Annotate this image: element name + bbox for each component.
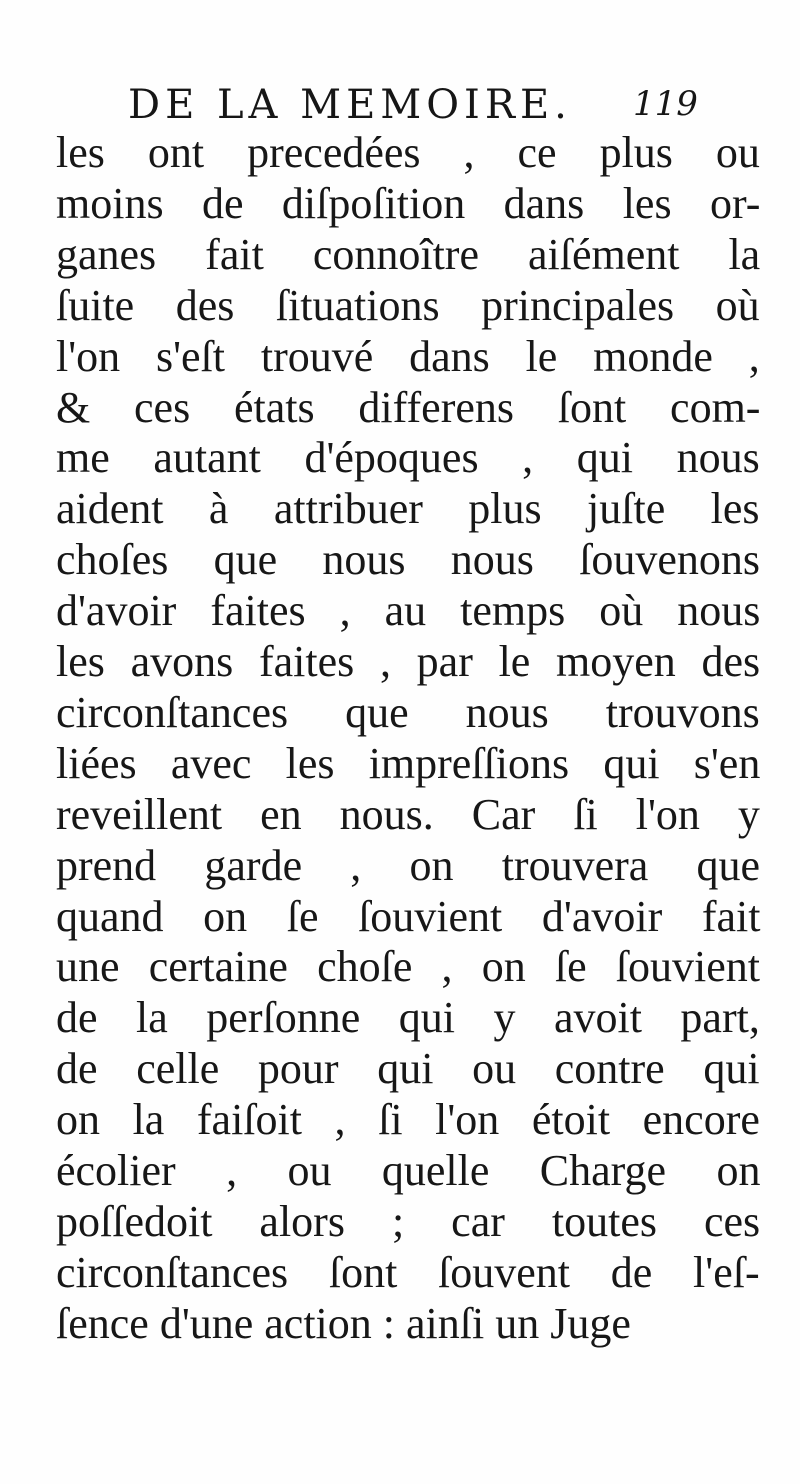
- text-line: ganes fait connoître aiſément la: [56, 229, 761, 279]
- running-head: [128, 82, 698, 128]
- text-line: aident à attribuer plus juſte les: [56, 484, 760, 534]
- text-line: ſuite des ſituations principales où: [56, 280, 760, 330]
- text-line: reveillent en nous. Car ſi l'on y: [56, 789, 760, 839]
- text-line: écolier , ou quelle Charge on: [56, 1146, 761, 1195]
- text-line: de la perſonne qui y avoit part,: [56, 993, 760, 1043]
- text-line: & ces états differens ſont com-: [56, 382, 761, 432]
- text-line: les avons faites , par le moyen des: [56, 637, 761, 686]
- text-line: liées avec les impreſſions qui s'en: [56, 738, 761, 788]
- running-head-title: DE LA MEMOIRE.: [128, 82, 572, 128]
- text-line: poſſedoit alors ; car toutes ces: [56, 1196, 761, 1246]
- text-line: prend garde , on trouvera que: [56, 840, 761, 890]
- text-line: de celle pour qui ou contre qui: [56, 1044, 760, 1094]
- text-line: ſence d'une action : ainſi un Juge: [56, 1298, 631, 1348]
- text-line: l'on s'eſt trouvé dans le monde ,: [56, 331, 760, 381]
- text-line: circonſtances ſont ſouvent de l'eſ-: [56, 1247, 760, 1297]
- text-line: circonſtances que nous trouvons: [56, 687, 760, 737]
- text-line: on la faiſoit , ſi l'on étoit encore: [56, 1095, 760, 1145]
- text-line: choſes que nous nous ſouvenons: [56, 535, 761, 585]
- text-line: une certaine choſe , on ſe ſouvient: [56, 942, 760, 992]
- text-line: moins de diſpoſition dans les or-: [56, 178, 761, 228]
- text-line: me autant d'époques , qui nous: [56, 433, 760, 483]
- page-number: 119: [633, 84, 698, 124]
- text-line: d'avoir faites , au temps où nous: [56, 586, 761, 636]
- text-line: quand on ſe ſouvient d'avoir fait: [56, 891, 761, 941]
- text-line: les ont precedées , ce plus ou: [56, 128, 760, 177]
